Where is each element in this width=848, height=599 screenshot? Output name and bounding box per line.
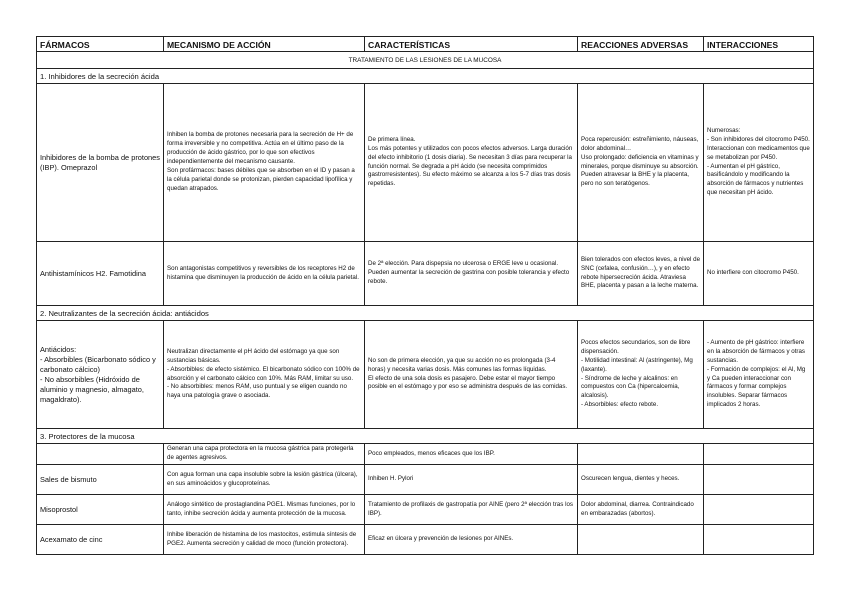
adverse-reactions-cell: Dolor abdominal, diarrea. Contraindicado en embarazadas (abortos). bbox=[578, 495, 704, 525]
drug-name bbox=[37, 444, 164, 465]
section-title: 2. Neutralizantes de la secreción ácida: antiácidos bbox=[37, 306, 814, 321]
header-farmacos: FÁRMACOS bbox=[37, 37, 164, 52]
interactions-cell bbox=[704, 444, 814, 465]
mechanism-cell: Inhiben la bomba de protones necesaria para la secreción de H+ de forma irreversible y no competitiva. Actúa en el último paso de la producción de ácido gástrico, por lo que son efectivos independientemente del mecanismo causante. Son profármacos: bases débiles que se absorben en el ID y pasan a la célula parietal donde se protonizan, pierden capacidad lipofílica y quedan atrapados. bbox=[164, 84, 365, 242]
drug-name: Misoprostol bbox=[37, 495, 164, 525]
table-row bbox=[37, 84, 814, 242]
header-reacciones: REACCIONES ADVERSAS bbox=[578, 37, 704, 52]
table-row bbox=[37, 525, 814, 555]
interactions-cell: Numerosas: - Son inhibidores del citocromo P450. Interaccionan con medicamentos que se metabolizan por P450. - Aumentan el pH gástrico, basificándolo y modificando la absorción de fármacos y nutrientes que necesitan pH ácido. bbox=[704, 84, 814, 242]
mechanism-cell: Generan una capa protectora en la mucosa gástrica para protegerla de agentes agresivos. bbox=[164, 444, 365, 465]
interactions-cell bbox=[704, 495, 814, 525]
mechanism-cell: Con agua forman una capa insoluble sobre la lesión gástrica (úlcera), en sus aminoácidos y glucoproteínas. bbox=[164, 465, 365, 495]
interactions-cell bbox=[704, 465, 814, 495]
table-row bbox=[37, 242, 814, 306]
drug-name: Antihistamínicos H2. Famotidina bbox=[37, 242, 164, 306]
characteristics-cell: No son de primera elección, ya que su acción no es prolongada (3-4 horas) y necesita varias dosis. Más comunes las formas líquidas. El efecto de una sola dosis es pasajero. Debe estar el mayor tiempo posible en el estómago y por eso se administra después de las comidas. bbox=[365, 321, 578, 429]
characteristics-cell: De primera línea. Los más potentes y utilizados con pocos efectos adversos. Larga duración del efecto inhibitorio (1 dosis diaria). Se necesitan 3 días para recuperar la función normal. Se degrada a pH ácido (se necesita comprimidos gastrorresistentes). Su efecto máximo se alcanza a los 5-7 días tras dosis repetidas. bbox=[365, 84, 578, 242]
table-row bbox=[37, 495, 814, 525]
mechanism-cell: Son antagonistas competitivos y reversibles de los receptores H2 de histamina que disminuyen la producción de ácido en la célula parietal. bbox=[164, 242, 365, 306]
section-row bbox=[37, 69, 814, 84]
mechanism-cell: Análogo sintético de prostaglandina PGE1. Mismas funciones, por lo tanto, inhibe secreción ácida y aumenta protección de la mucosa. bbox=[164, 495, 365, 525]
table-row bbox=[37, 444, 814, 465]
adverse-reactions-cell: Bien tolerados con efectos leves, a nivel de SNC (cefalea, confusión…), y en efecto rebote hipersecreción ácida. Atraviesa BHE, placenta y pasan a la leche materna. bbox=[578, 242, 704, 306]
interactions-cell: - Aumento de pH gástrico: interfiere en la absorción de fármacos y otras sustancias. - Formación de complejos: el Al, Mg y Ca pueden interaccionar con fármacos y formar complejos insolubles. Separar fármacos implicados 2 horas. bbox=[704, 321, 814, 429]
header-caracteristicas: CARACTERÍSTICAS bbox=[365, 37, 578, 52]
header-mecanismo: MECANISMO DE ACCIÓN bbox=[164, 37, 365, 52]
adverse-reactions-cell bbox=[578, 525, 704, 555]
characteristics-cell: Eficaz en úlcera y prevención de lesiones por AINEs. bbox=[365, 525, 578, 555]
adverse-reactions-cell: Poca repercusión: estreñimiento, náuseas, dolor abdominal… Uso prolongado: deficiencia en vitaminas y minerales, porque disminuye su absorción. Pueden atravesar la BHE y la placenta, pero no son teratógenos. bbox=[578, 84, 704, 242]
adverse-reactions-cell: Pocos efectos secundarios, son de libre dispensación. - Motilidad intestinal: Al (astringente), Mg (laxante). - Síndrome de leche y alcalinos: en compuestos con Ca (hipercalcemia, alcalosis). - Absorbibles: efecto rebote. bbox=[578, 321, 704, 429]
adverse-reactions-cell: Oscurecen lengua, dientes y heces. bbox=[578, 465, 704, 495]
interactions-cell: No interfiere con citocromo P450. bbox=[704, 242, 814, 306]
mechanism-cell: Neutralizan directamente el pH ácido del estómago ya que son sustancias básicas. - Absorbibles: de efecto sistémico. El bicarbonato sódico con 100% de absorción y el carbonato cálcico con 10%. Más RAM, limitar su uso. - No absorbibles: menos RAM, uso puntual y se eligen cuando no haya una patología grave o asociada. bbox=[164, 321, 365, 429]
interactions-cell bbox=[704, 525, 814, 555]
drug-name: Acexamato de cinc bbox=[37, 525, 164, 555]
section-row bbox=[37, 429, 814, 444]
characteristics-cell: Tratamiento de profilaxis de gastropatía por AINE (pero 2ª elección tras los IBP). bbox=[365, 495, 578, 525]
section-title: 3. Protectores de la mucosa bbox=[37, 429, 814, 444]
section-row bbox=[37, 306, 814, 321]
mechanism-cell: Inhibe liberación de histamina de los mastocitos, estimula síntesis de PGE2. Aumenta secreción y calidad de moco (función protectora). bbox=[164, 525, 365, 555]
drug-name: Antiácidos: - Absorbibles (Bicarbonato sódico y carbonato cálcico) - No absorbibles (Hidróxido de aluminio y magnesio, almagato, magaldrato). bbox=[37, 321, 164, 429]
adverse-reactions-cell bbox=[578, 444, 704, 465]
subtitle-row bbox=[37, 52, 814, 69]
header-interacciones: INTERACCIONES bbox=[704, 37, 814, 52]
drug-name: Inhibidores de la bomba de protones (IBP). Omeprazol bbox=[37, 84, 164, 242]
characteristics-cell: De 2ª elección. Para dispepsia no ulcerosa o ERGE leve u ocasional. Pueden aumentar la secreción de gastrina con posible tolerancia y efecto rebote. bbox=[365, 242, 578, 306]
section-title: 1. Inhibidores de la secreción ácida bbox=[37, 69, 814, 84]
characteristics-cell: Poco empleados, menos eficaces que los IBP. bbox=[365, 444, 578, 465]
drug-table bbox=[36, 36, 814, 555]
table-subtitle: TRATAMIENTO DE LAS LESIONES DE LA MUCOSA bbox=[37, 52, 814, 69]
table-row bbox=[37, 321, 814, 429]
table-row bbox=[37, 465, 814, 495]
header-row bbox=[37, 37, 814, 52]
drug-name: Sales de bismuto bbox=[37, 465, 164, 495]
characteristics-cell: Inhiben H. Pylori bbox=[365, 465, 578, 495]
